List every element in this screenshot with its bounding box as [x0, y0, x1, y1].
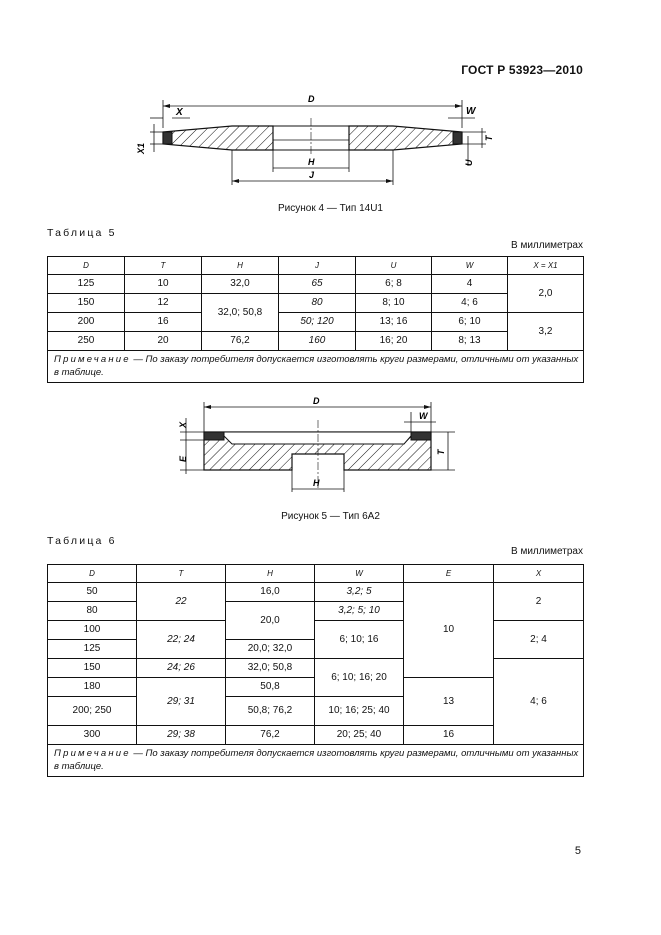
- table-cell: 22: [137, 583, 226, 621]
- table-cell: 6; 10: [432, 313, 508, 332]
- table-cell: 4: [432, 275, 508, 294]
- table-6-note: [48, 745, 584, 777]
- table-5-note: [48, 351, 584, 383]
- table-cell: 24; 26: [137, 659, 226, 678]
- table-cell: 20; 25; 40: [315, 726, 404, 745]
- table-cell: 150: [48, 294, 125, 313]
- table-cell: 3,2: [508, 313, 584, 351]
- table-cell: 6; 10; 16: [315, 621, 404, 659]
- table-6-note-row: [48, 745, 584, 777]
- table-cell: 80: [279, 294, 356, 313]
- table-cell: 32,0; 50,8: [202, 294, 279, 332]
- table-cell: 13; 16: [356, 313, 432, 332]
- table-row: [48, 313, 584, 332]
- table-cell: 125: [48, 275, 125, 294]
- figure-4-caption: Рисунок 4 — Тип 14U1: [278, 203, 383, 214]
- table-row: [48, 294, 584, 313]
- table-6-header: X: [494, 565, 584, 583]
- table-cell: 10: [125, 275, 202, 294]
- table-cell: 150: [48, 659, 137, 678]
- table-cell: 160: [279, 332, 356, 351]
- table-6-header: D: [48, 565, 137, 583]
- table-5: [47, 256, 584, 383]
- table-cell: 32,0: [202, 275, 279, 294]
- table-cell: 20,0; 32,0: [226, 640, 315, 659]
- fig4-label-d: D: [308, 94, 315, 104]
- table-cell: 10; 16; 25; 40: [315, 697, 404, 726]
- table-cell: 50,8; 76,2: [226, 697, 315, 726]
- table-5-header: H: [202, 257, 279, 275]
- table-6-header: E: [404, 565, 494, 583]
- table-6: [47, 564, 584, 777]
- table-cell: 2: [494, 583, 584, 621]
- note-text: — По заказу потребителя допускается изготовлять круги размерами, отличными от указанных в таблице.: [54, 748, 579, 772]
- table-cell: 4; 6: [494, 659, 584, 745]
- table-row: [48, 621, 584, 640]
- table-cell: 3,2; 5; 10: [315, 602, 404, 621]
- table-cell: 100: [48, 621, 137, 640]
- table-row: [48, 659, 584, 678]
- table-6-header: T: [137, 565, 226, 583]
- fig5-label-d: D: [313, 396, 320, 406]
- table-cell: 2,0: [508, 275, 584, 313]
- table-cell: 125: [48, 640, 137, 659]
- table-5-header: W: [432, 257, 508, 275]
- table-cell: 250: [48, 332, 125, 351]
- table-5-header: X = X1: [508, 257, 584, 275]
- table-cell: 76,2: [202, 332, 279, 351]
- table-cell: 16: [404, 726, 494, 745]
- table-cell: 16,0: [226, 583, 315, 602]
- table-cell: 2; 4: [494, 621, 584, 659]
- table-cell: 13: [404, 678, 494, 726]
- table-cell: 180: [48, 678, 137, 697]
- table-row: [48, 275, 584, 294]
- table-6-header-row: [48, 565, 584, 583]
- page-number: 5: [574, 845, 581, 857]
- table-5-label: Таблица 5: [47, 227, 117, 239]
- table-cell: 6; 8: [356, 275, 432, 294]
- table-cell: 12: [125, 294, 202, 313]
- table-cell: 76,2: [226, 726, 315, 745]
- table-6-header: H: [226, 565, 315, 583]
- note-prefix: Примечание: [54, 748, 131, 759]
- table-cell: 8; 10: [356, 294, 432, 313]
- table-cell: 50; 120: [279, 313, 356, 332]
- note-text: — По заказу потребителя допускается изготовлять круги размерами, отличными от указанных в таблице.: [54, 354, 579, 378]
- fig5-label-w: W: [419, 411, 428, 421]
- table-cell: 50,8: [226, 678, 315, 697]
- table-5-header: T: [125, 257, 202, 275]
- figure-5-drawing: [0, 392, 661, 502]
- table-cell: 16; 20: [356, 332, 432, 351]
- table-cell: 300: [48, 726, 137, 745]
- table-cell: 6; 10; 16; 20: [315, 659, 404, 697]
- fig4-label-x: X: [176, 107, 183, 118]
- fig4-label-h: H: [308, 157, 315, 167]
- figure-4-drawing: [0, 88, 661, 198]
- table-cell: 3,2; 5: [315, 583, 404, 602]
- fig4-label-w: W: [466, 106, 476, 117]
- note-prefix: Примечание: [54, 354, 131, 365]
- table-cell: 50: [48, 583, 137, 602]
- fig5-label-e: E: [178, 455, 188, 462]
- table-cell: 22; 24: [137, 621, 226, 659]
- table-cell: 10: [404, 583, 494, 678]
- table-5-header: U: [356, 257, 432, 275]
- table-cell: 16: [125, 313, 202, 332]
- table-5-header: J: [279, 257, 356, 275]
- table-5-header: D: [48, 257, 125, 275]
- fig4-label-u: U: [464, 159, 474, 166]
- table-cell: 4; 6: [432, 294, 508, 313]
- fig4-label-x1: X1: [136, 142, 146, 154]
- table-cell: 65: [279, 275, 356, 294]
- table-6-units: В миллиметрах: [511, 546, 583, 557]
- table-cell: 29; 38: [137, 726, 226, 745]
- table-cell: 20,0: [226, 602, 315, 640]
- table-cell: 80: [48, 602, 137, 621]
- fig5-label-h: H: [313, 478, 320, 488]
- document-standard-number: ГОСТ Р 53923—2010: [461, 63, 583, 77]
- figure-5-caption: Рисунок 5 — Тип 6A2: [281, 511, 380, 522]
- table-5-header-row: [48, 257, 584, 275]
- table-cell: 200; 250: [48, 697, 137, 726]
- fig5-label-t: T: [436, 449, 446, 455]
- table-cell: 20: [125, 332, 202, 351]
- table-6-label: Таблица 6: [47, 535, 117, 547]
- table-cell: 29; 31: [137, 678, 226, 726]
- table-cell: 8; 13: [432, 332, 508, 351]
- table-row: [48, 583, 584, 602]
- table-cell: 32,0; 50,8: [226, 659, 315, 678]
- table-row: [48, 332, 584, 351]
- fig4-label-t: T: [484, 135, 494, 141]
- fig5-label-x: X: [178, 421, 188, 428]
- table-cell: 200: [48, 313, 125, 332]
- table-5-units: В миллиметрах: [511, 240, 583, 251]
- fig4-label-j: J: [309, 170, 315, 180]
- table-6-header: W: [315, 565, 404, 583]
- table-5-note-row: [48, 351, 584, 383]
